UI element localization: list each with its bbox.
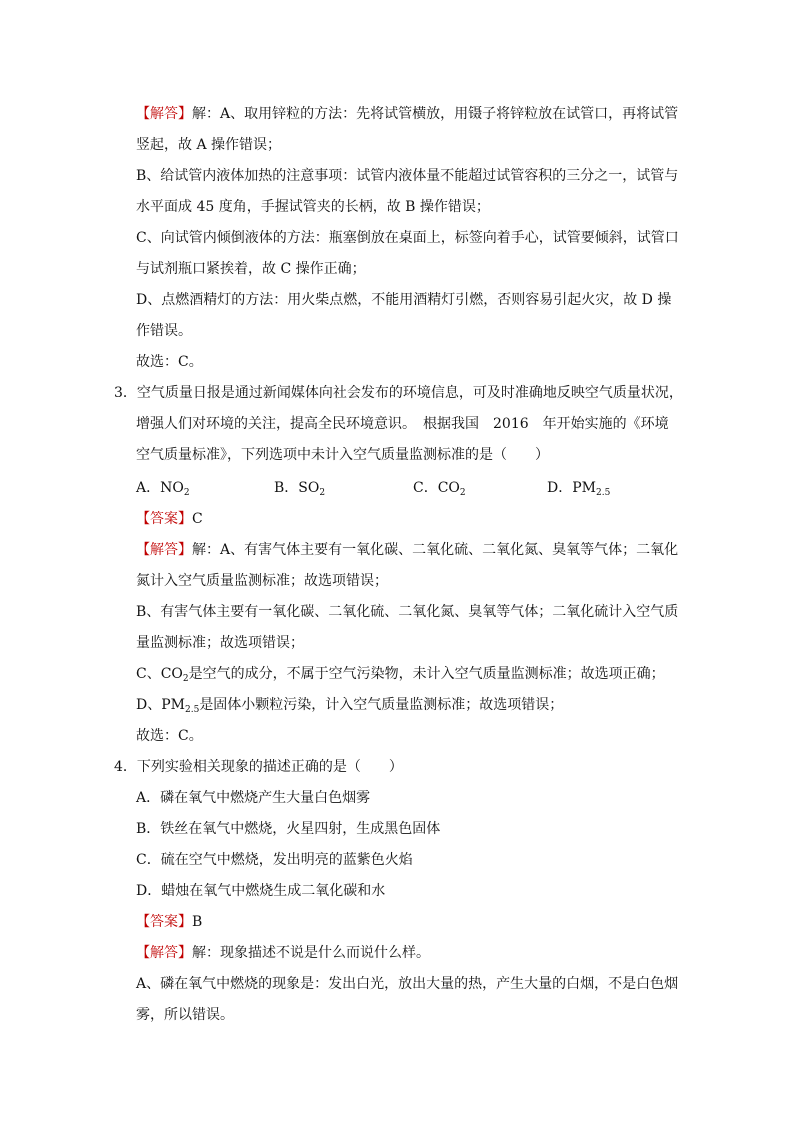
solution-line [136,104,678,124]
option-d [547,478,610,503]
solution-line: 水平面成 45 度角，手握试管夹的长柄，故 B 操作错误； [136,199,490,215]
solution-line: 氮计入空气质量监测标准；故选项错误； [136,573,388,589]
solution-text: D、PM [136,697,185,713]
solution-line [136,943,430,963]
solution-text: 是空气的成分，不属于空气污染物，未计入空气质量监测标准；故选项正确； [188,666,665,682]
answer-line [136,509,203,529]
solution-line [136,695,563,720]
question-3-stem [114,383,683,403]
solution-text: 解：A、取用锌粒的方法：先将试管横放，用镊子将锌粒放在试管口，再将试管 [192,106,679,122]
solution-text: 是固体小颗粒污染，计入空气质量监测标准；故选项错误； [199,697,564,713]
solution-line [136,540,678,560]
question-number: 3． [114,385,137,401]
solution-tag: 【解答】 [136,542,192,558]
solution-line: B、有害气体主要有一氧化碳、二氧化硫、二氧化氮、臭氧等气体；二氧化硫计入空气质 [136,604,679,620]
answer-line [136,912,202,932]
option-text: D．PM [547,480,596,496]
option-a [136,478,190,503]
solution-line: 雾，所以错误。 [136,1007,234,1023]
option-d: D．蜡烛在氧气中燃烧生成二氧化碳和水 [136,883,386,899]
choice-line: 故选：C。 [136,728,203,744]
solution-text: C、CO [136,666,183,682]
solution-line: A、磷在氧气中燃烧的现象是：发出白光，放出大量的热，产生大量的白烟，不是白色烟 [136,976,679,992]
option-b: B．铁丝在氧气中燃烧，火星四射，生成黑色固体 [136,821,441,837]
solution-line [136,664,665,689]
option-text: B．SO [274,480,320,496]
solution-line: 竖起，故 A 操作错误； [136,137,282,153]
option-c [413,478,466,503]
question-3-line: 空气质量标准》，下列选项中未计入空气质量监测标准的是（ ） [136,447,549,463]
answer-tag: 【答案】 [136,511,192,527]
subscript: 2.5 [184,705,200,715]
subscript: 2 [319,488,326,498]
question-3-line: 增强人们对环境的关注，提高全民环境意识。 根据我国 2016 年开始实施的《环境 [136,416,669,432]
option-b [274,478,325,503]
option-c: C．硫在空气中燃烧，发出明亮的蓝紫色火焰 [136,852,413,868]
subscript: 2.5 [595,488,611,498]
choice-line: 故选：C。 [136,354,203,370]
solution-text: 解：现象描述不说是什么而说什么样。 [192,945,430,961]
question-text: 下列实验相关现象的描述正确的是（ ） [136,759,403,775]
subscript: 2 [182,674,189,684]
solution-line: C、向试管内倾倒液体的方法：瓶塞倒放在桌面上，标签向着手心，试管要倾斜，试管口 [136,230,679,246]
option-text: A．NO [136,480,184,496]
solution-tag: 【解答】 [136,945,192,961]
solution-line: 与试剂瓶口紧挨着，故 C 操作正确； [136,261,366,277]
question-number: 4． [114,759,137,775]
question-text: 空气质量日报是通过新闻媒体向社会发布的环境信息，可及时准确地反映空气质量状况， [136,385,683,401]
subscript: 2 [183,488,190,498]
question-4-stem [114,757,403,777]
answer-value: B [192,914,203,930]
solution-text: 解：A、有害气体主要有一氧化碳、二氧化硫、二氧化氮、臭氧等气体；二氧化 [192,542,679,558]
option-a: A．磷在氧气中燃烧产生大量白色烟雾 [136,790,371,806]
solution-line: D、点燃酒精灯的方法：用火柴点燃，不能用酒精灯引燃，否则容易引起火灾，故 D 操 [136,292,672,308]
solution-tag: 【解答】 [136,106,192,122]
answer-tag: 【答案】 [136,914,192,930]
answer-value: C [192,511,203,527]
subscript: 2 [459,488,466,498]
solution-line: 作错误。 [136,323,192,339]
solution-line: B、给试管内液体加热的注意事项：试管内液体量不能超过试管容积的三分之一，试管与 [136,168,679,184]
solution-line: 量监测标准；故选项错误； [136,635,304,651]
option-text: C．CO [413,480,460,496]
